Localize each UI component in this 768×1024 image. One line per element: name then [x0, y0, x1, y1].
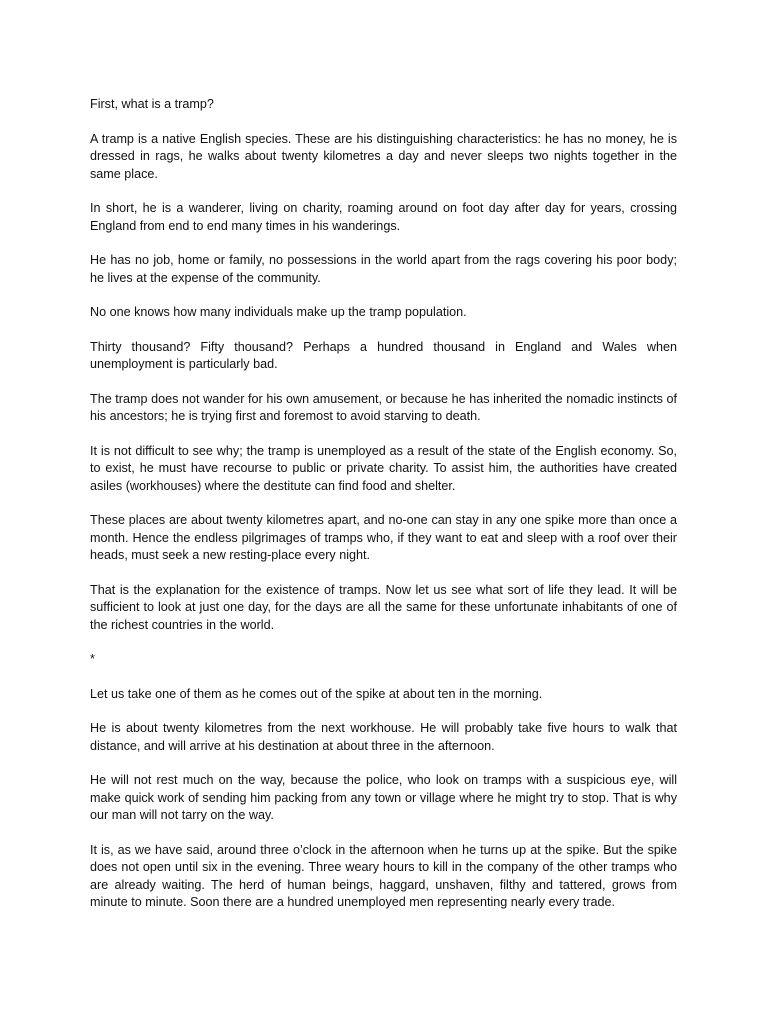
document-body	[90, 96, 677, 929]
paragraph-population: No one knows how many individuals make up the tramp population.	[90, 305, 467, 319]
paragraph-reason: The tramp does not wander for his own amusement, or because he has inherited the nomadic instincts of his ancestors; he is trying first and foremost to avoid starving to death.	[90, 391, 677, 423]
paragraph-morning: Let us take one of them as he comes out of the spike at about ten in the morning.	[90, 686, 543, 701]
paragraph-question: First, what is a tramp?	[90, 97, 214, 111]
paragraph-explanation: That is the explanation for the existence of tramps. Now let us see what sort of life they lead. It will be sufficient to look at just one day, for the days are all the same for these unfortunate inhabitants of one of the richest countries in the world.	[90, 582, 677, 632]
paragraph-definition: A tramp is a native English species. These are his distinguishing characteristics: he has no money, he is dressed in rags, he walks about twenty kilometres a day and never sleeps two nights together in the same place.	[90, 131, 677, 181]
paragraph-waiting: It is, as we have said, around three o’clock in the afternoon when he turns up at the spike. But the spike does not open until six in the evening. Three weary hours to kill in the company of the other tramps who are already waiting. The herd of human beings, haggard, unshaven, filthy and tattered, grows from minute to minute. Soon there are a hundred unemployed men representing nearly every trade.	[90, 842, 677, 909]
paragraph-economy: It is not difficult to see why; the tramp is unemployed as a result of the state of the English economy. So, to exist, he must have recourse to public or private charity. To assist him, the authorities have created asiles (workhouses) where the destitute can find food and shelter.	[90, 443, 677, 493]
paragraph-numbers: Thirty thousand? Fifty thousand? Perhaps a hundred thousand in England and Wales when unemployment is particularly bad.	[90, 339, 677, 371]
paragraph-police: He will not rest much on the way, because the police, who look on tramps with a suspicious eye, will make quick work of sending him packing from any town or village where he might try to stop. That is why our man will not tarry on the way.	[90, 773, 677, 822]
paragraph-distance: He is about twenty kilometres from the next workhouse. He will probably take five hours to walk that distance, and will arrive at his destination at about three in the afternoon.	[90, 721, 677, 753]
section-separator: *	[90, 652, 95, 666]
paragraph-wanderer: In short, he is a wanderer, living on charity, roaming around on foot day after day for years, crossing England from end to end many times in his wanderings.	[90, 201, 677, 233]
paragraph-no-job: He has no job, home or family, no possessions in the world apart from the rags covering his poor body; he lives at the expense of the community.	[90, 253, 677, 285]
paragraph-spikes: These places are about twenty kilometres apart, and no-one can stay in any one spike more than once a month. Hence the endless pilgrimages of tramps who, if they want to eat and sleep with a roof over their heads, must seek a new resting-place every night.	[90, 513, 677, 562]
